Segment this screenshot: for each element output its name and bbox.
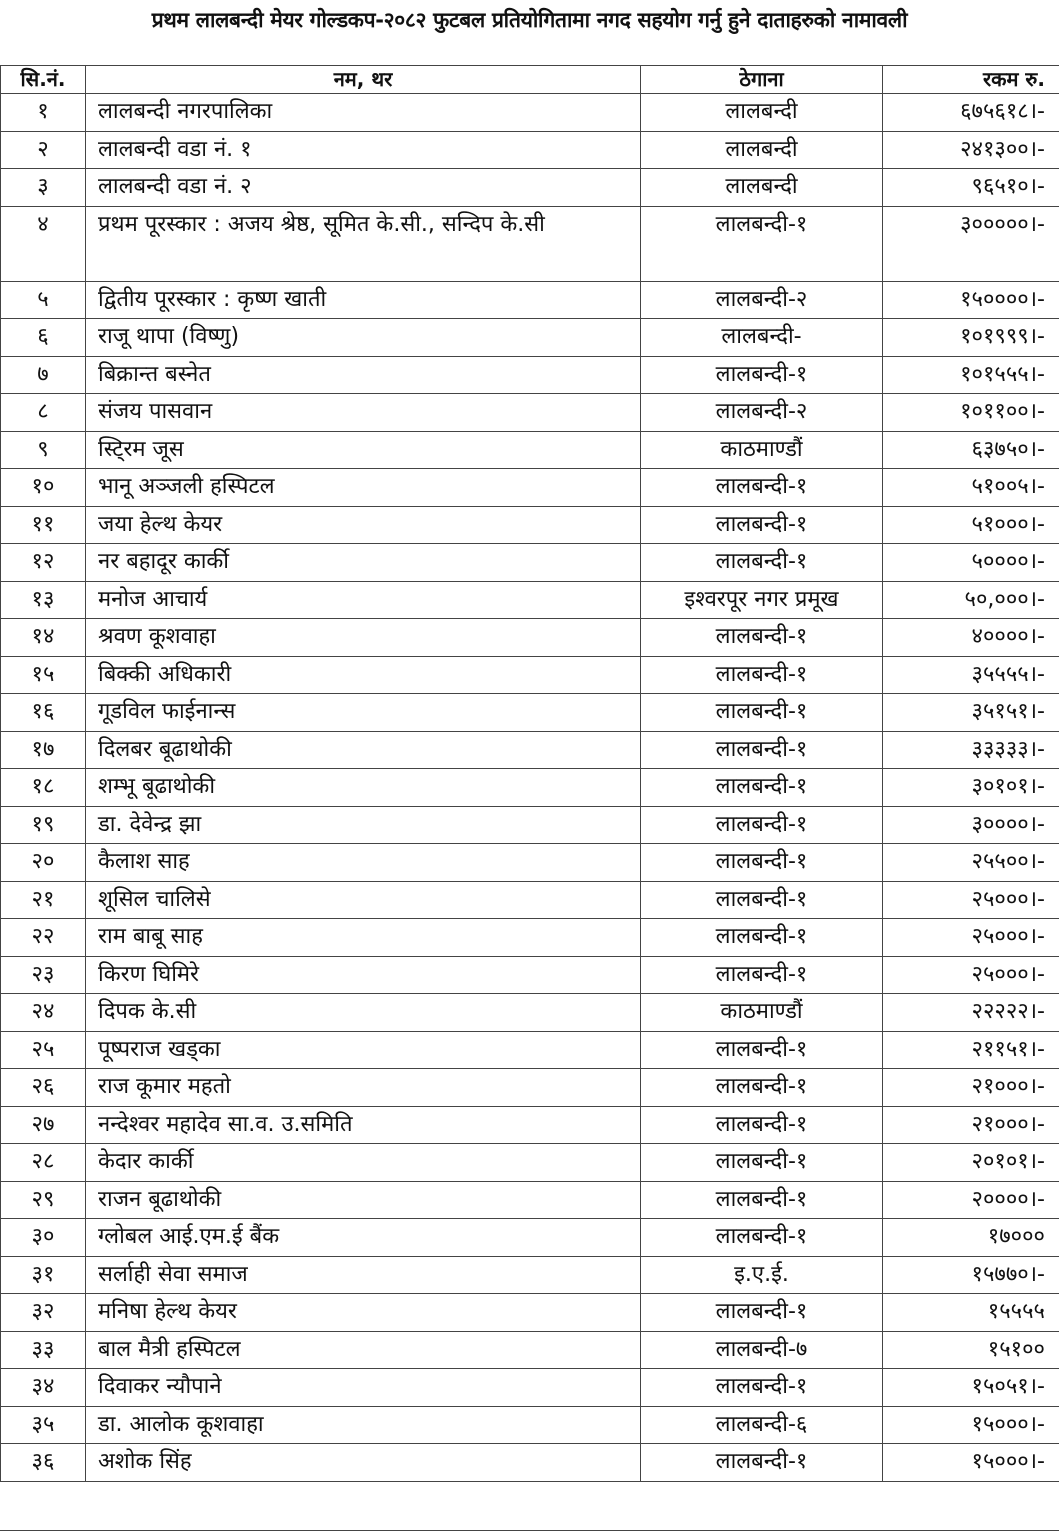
table-row bbox=[1, 356, 1059, 394]
address-cell: लालबन्दी-१ bbox=[641, 1069, 883, 1107]
address-cell: लालबन्दी-१ bbox=[641, 881, 883, 919]
address-cell: लालबन्दी-१ bbox=[641, 356, 883, 394]
serial-number-cell: १६ bbox=[1, 694, 86, 732]
name-cell: पूष्पराज खड्का bbox=[86, 1031, 641, 1069]
serial-number-cell: २९ bbox=[1, 1181, 86, 1219]
header-name: नम, थर bbox=[86, 66, 641, 94]
serial-number-cell: १४ bbox=[1, 619, 86, 657]
address-cell: लालबन्दी-१ bbox=[641, 1181, 883, 1219]
serial-number-cell: २७ bbox=[1, 1106, 86, 1144]
table-row bbox=[1, 1294, 1059, 1332]
address-cell: लालबन्दी-१ bbox=[641, 544, 883, 582]
address-cell: लालबन्दी-७ bbox=[641, 1331, 883, 1369]
table-row bbox=[1, 206, 1059, 281]
amount-cell: २५०००।- bbox=[883, 881, 1059, 919]
amount-cell: ३०१०१।- bbox=[883, 769, 1059, 807]
name-cell: किरण घिमिरे bbox=[86, 956, 641, 994]
amount-cell: २४१३००।- bbox=[883, 131, 1059, 169]
amount-cell: ५१०००।- bbox=[883, 506, 1059, 544]
amount-cell: ३५१५१।- bbox=[883, 694, 1059, 732]
name-cell: मनिषा हेल्थ केयर bbox=[86, 1294, 641, 1332]
address-cell: इश्वरपूर नगर प्रमूख bbox=[641, 581, 883, 619]
address-cell: लालबन्दी-१ bbox=[641, 844, 883, 882]
address-cell: लालबन्दी-१ bbox=[641, 1106, 883, 1144]
header-serial-number: सि.नं. bbox=[1, 66, 86, 94]
address-cell: लालबन्दी bbox=[641, 94, 883, 132]
address-cell: लालबन्दी-२ bbox=[641, 281, 883, 319]
table-row bbox=[1, 844, 1059, 882]
serial-number-cell: ४ bbox=[1, 206, 86, 281]
address-cell: लालबन्दी-१ bbox=[641, 1444, 883, 1482]
name-cell: भानू अञ्जली हस्पिटल bbox=[86, 469, 641, 507]
table-row bbox=[1, 769, 1059, 807]
amount-cell: १५००००।- bbox=[883, 281, 1059, 319]
serial-number-cell: ३२ bbox=[1, 1294, 86, 1332]
name-cell: जया हेल्थ केयर bbox=[86, 506, 641, 544]
amount-cell: ४००००।- bbox=[883, 619, 1059, 657]
serial-number-cell: २४ bbox=[1, 994, 86, 1032]
amount-cell: ५१००५।- bbox=[883, 469, 1059, 507]
table-row bbox=[1, 1181, 1059, 1219]
amount-cell: १०११००।- bbox=[883, 394, 1059, 432]
serial-number-cell: ११ bbox=[1, 506, 86, 544]
amount-cell: १०१९९९।- bbox=[883, 319, 1059, 357]
name-cell: शम्भू बूढाथोकी bbox=[86, 769, 641, 807]
table-row bbox=[1, 1406, 1059, 1444]
amount-cell: ३०००००।- bbox=[883, 206, 1059, 281]
table-row bbox=[1, 169, 1059, 207]
address-cell: लालबन्दी-१ bbox=[641, 656, 883, 694]
address-cell: लालबन्दी-१ bbox=[641, 956, 883, 994]
serial-number-cell: ८ bbox=[1, 394, 86, 432]
table-row bbox=[1, 1144, 1059, 1182]
serial-number-cell: ३१ bbox=[1, 1256, 86, 1294]
name-cell: प्रथम पूरस्कार : अजय श्रेष्ठ, सूमित के.सी., सन्दिप के.सी bbox=[86, 206, 641, 281]
serial-number-cell: २ bbox=[1, 131, 86, 169]
bottom-divider bbox=[0, 1530, 1059, 1531]
amount-cell: ५००००।- bbox=[883, 544, 1059, 582]
serial-number-cell: १३ bbox=[1, 581, 86, 619]
table-row bbox=[1, 881, 1059, 919]
address-cell: लालबन्दी-१ bbox=[641, 506, 883, 544]
name-cell: राम बाबू साह bbox=[86, 919, 641, 957]
name-cell: राज कूमार महतो bbox=[86, 1069, 641, 1107]
table-row bbox=[1, 1219, 1059, 1257]
address-cell: काठमाण्डौं bbox=[641, 431, 883, 469]
name-cell: गूडविल फाईनान्स bbox=[86, 694, 641, 732]
amount-cell: २०१०१।- bbox=[883, 1144, 1059, 1182]
address-cell: लालबन्दी-१ bbox=[641, 694, 883, 732]
address-cell: लालबन्दी-१ bbox=[641, 206, 883, 281]
amount-cell: ६३७५०।- bbox=[883, 431, 1059, 469]
amount-cell: २१०००।- bbox=[883, 1069, 1059, 1107]
table-row bbox=[1, 919, 1059, 957]
table-row bbox=[1, 694, 1059, 732]
address-cell: लालबन्दी bbox=[641, 169, 883, 207]
name-cell: कैलाश साह bbox=[86, 844, 641, 882]
serial-number-cell: ३५ bbox=[1, 1406, 86, 1444]
serial-number-cell: ३४ bbox=[1, 1369, 86, 1407]
serial-number-cell: १८ bbox=[1, 769, 86, 807]
name-cell: स्टि्रम जूस bbox=[86, 431, 641, 469]
table-row bbox=[1, 431, 1059, 469]
name-cell: लालबन्दी वडा नं. १ bbox=[86, 131, 641, 169]
address-cell: लालबन्दी-१ bbox=[641, 469, 883, 507]
table-row bbox=[1, 281, 1059, 319]
serial-number-cell: ३६ bbox=[1, 1444, 86, 1482]
table-row bbox=[1, 1069, 1059, 1107]
name-cell: डा. आलोक कूशवाहा bbox=[86, 1406, 641, 1444]
address-cell: लालबन्दी-६ bbox=[641, 1406, 883, 1444]
name-cell: बाल मैत्री हस्पिटल bbox=[86, 1331, 641, 1369]
address-cell: लालबन्दी-१ bbox=[641, 769, 883, 807]
amount-cell: १०१५५५।- bbox=[883, 356, 1059, 394]
amount-cell: १५०५१।- bbox=[883, 1369, 1059, 1407]
table-row bbox=[1, 956, 1059, 994]
table-row bbox=[1, 544, 1059, 582]
document-title: प्रथम लालबन्दी मेयर गोल्डकप-२०८२ फुटबल प्रतियोगितामा नगद सहयोग गर्नु हुने दाताहरुको नामावली bbox=[151, 8, 908, 32]
amount-cell: २११५१।- bbox=[883, 1031, 1059, 1069]
serial-number-cell: २३ bbox=[1, 956, 86, 994]
table-row bbox=[1, 131, 1059, 169]
table-row bbox=[1, 94, 1059, 132]
donor-table bbox=[0, 65, 1059, 1482]
serial-number-cell: २० bbox=[1, 844, 86, 882]
amount-cell: २५०००।- bbox=[883, 919, 1059, 957]
table-row bbox=[1, 1444, 1059, 1482]
table-row bbox=[1, 469, 1059, 507]
table-row bbox=[1, 731, 1059, 769]
amount-cell: १५५५५ bbox=[883, 1294, 1059, 1332]
serial-number-cell: १७ bbox=[1, 731, 86, 769]
table-row bbox=[1, 1369, 1059, 1407]
amount-cell: २००००।- bbox=[883, 1181, 1059, 1219]
serial-number-cell: १० bbox=[1, 469, 86, 507]
serial-number-cell: ३ bbox=[1, 169, 86, 207]
address-cell: लालबन्दी-२ bbox=[641, 394, 883, 432]
serial-number-cell: १९ bbox=[1, 806, 86, 844]
name-cell: संजय पासवान bbox=[86, 394, 641, 432]
address-cell: लालबन्दी-१ bbox=[641, 1031, 883, 1069]
table-row bbox=[1, 1106, 1059, 1144]
address-cell: काठमाण्डौं bbox=[641, 994, 883, 1032]
table-row bbox=[1, 581, 1059, 619]
table-row bbox=[1, 1256, 1059, 1294]
table-row bbox=[1, 994, 1059, 1032]
header-amount: रकम रु. bbox=[883, 66, 1059, 94]
address-cell: लालबन्दी-१ bbox=[641, 1369, 883, 1407]
name-cell: राजन बूढाथोकी bbox=[86, 1181, 641, 1219]
serial-number-cell: २२ bbox=[1, 919, 86, 957]
name-cell: द्वितीय पूरस्कार : कृष्ण खाती bbox=[86, 281, 641, 319]
name-cell: लालबन्दी नगरपालिका bbox=[86, 94, 641, 132]
name-cell: शूसिल चालिसे bbox=[86, 881, 641, 919]
amount-cell: ५०,०००।- bbox=[883, 581, 1059, 619]
amount-cell: २५०००।- bbox=[883, 956, 1059, 994]
table-row bbox=[1, 394, 1059, 432]
serial-number-cell: ३३ bbox=[1, 1331, 86, 1369]
serial-number-cell: २५ bbox=[1, 1031, 86, 1069]
serial-number-cell: ३० bbox=[1, 1219, 86, 1257]
name-cell: बिक्की अधिकारी bbox=[86, 656, 641, 694]
address-cell: इ.ए.ई. bbox=[641, 1256, 883, 1294]
name-cell: दिलबर बूढाथोकी bbox=[86, 731, 641, 769]
serial-number-cell: ७ bbox=[1, 356, 86, 394]
name-cell: श्रवण कूशवाहा bbox=[86, 619, 641, 657]
amount-cell: १५०००।- bbox=[883, 1406, 1059, 1444]
amount-cell: ३३३३३।- bbox=[883, 731, 1059, 769]
address-cell: लालबन्दी-१ bbox=[641, 731, 883, 769]
address-cell: लालबन्दी- bbox=[641, 319, 883, 357]
amount-cell: ३५५५५।- bbox=[883, 656, 1059, 694]
table-row bbox=[1, 506, 1059, 544]
name-cell: सर्लाही सेवा समाज bbox=[86, 1256, 641, 1294]
serial-number-cell: १ bbox=[1, 94, 86, 132]
name-cell: नन्देश्वर महादेव सा.व. उ.समिति bbox=[86, 1106, 641, 1144]
amount-cell: १५७७०।- bbox=[883, 1256, 1059, 1294]
table-row bbox=[1, 806, 1059, 844]
address-cell: लालबन्दी-१ bbox=[641, 806, 883, 844]
serial-number-cell: ९ bbox=[1, 431, 86, 469]
amount-cell: १७००० bbox=[883, 1219, 1059, 1257]
name-cell: बिक्रान्त बस्नेत bbox=[86, 356, 641, 394]
amount-cell: ९६५१०।- bbox=[883, 169, 1059, 207]
amount-cell: २२२२२।- bbox=[883, 994, 1059, 1032]
name-cell: अशोक सिंह bbox=[86, 1444, 641, 1482]
name-cell: राजू थापा (विष्णु) bbox=[86, 319, 641, 357]
address-cell: लालबन्दी bbox=[641, 131, 883, 169]
header-address: ठेगाना bbox=[641, 66, 883, 94]
amount-cell: १५१०० bbox=[883, 1331, 1059, 1369]
name-cell: केदार कार्की bbox=[86, 1144, 641, 1182]
table-row bbox=[1, 619, 1059, 657]
name-cell: दिपक के.सी bbox=[86, 994, 641, 1032]
serial-number-cell: ५ bbox=[1, 281, 86, 319]
amount-cell: २५५००।- bbox=[883, 844, 1059, 882]
address-cell: लालबन्दी-१ bbox=[641, 619, 883, 657]
name-cell: दिवाकर न्यौपाने bbox=[86, 1369, 641, 1407]
table-row bbox=[1, 656, 1059, 694]
table-row bbox=[1, 1031, 1059, 1069]
serial-number-cell: १२ bbox=[1, 544, 86, 582]
address-cell: लालबन्दी-१ bbox=[641, 919, 883, 957]
serial-number-cell: १५ bbox=[1, 656, 86, 694]
table-row bbox=[1, 1331, 1059, 1369]
address-cell: लालबन्दी-१ bbox=[641, 1294, 883, 1332]
name-cell: डा. देवेन्द्र झा bbox=[86, 806, 641, 844]
name-cell: मनोज आचार्य bbox=[86, 581, 641, 619]
table-header-row bbox=[1, 66, 1059, 94]
name-cell: नर बहादूर कार्की bbox=[86, 544, 641, 582]
table-row bbox=[1, 319, 1059, 357]
amount-cell: ३००००।- bbox=[883, 806, 1059, 844]
serial-number-cell: २६ bbox=[1, 1069, 86, 1107]
name-cell: लालबन्दी वडा नं. २ bbox=[86, 169, 641, 207]
serial-number-cell: ६ bbox=[1, 319, 86, 357]
serial-number-cell: २१ bbox=[1, 881, 86, 919]
amount-cell: २१०००।- bbox=[883, 1106, 1059, 1144]
name-cell: ग्लोबल आई.एम.ई बैंक bbox=[86, 1219, 641, 1257]
amount-cell: १५०००।- bbox=[883, 1444, 1059, 1482]
address-cell: लालबन्दी-१ bbox=[641, 1144, 883, 1182]
amount-cell: ६७५६१८।- bbox=[883, 94, 1059, 132]
address-cell: लालबन्दी-१ bbox=[641, 1219, 883, 1257]
serial-number-cell: २८ bbox=[1, 1144, 86, 1182]
